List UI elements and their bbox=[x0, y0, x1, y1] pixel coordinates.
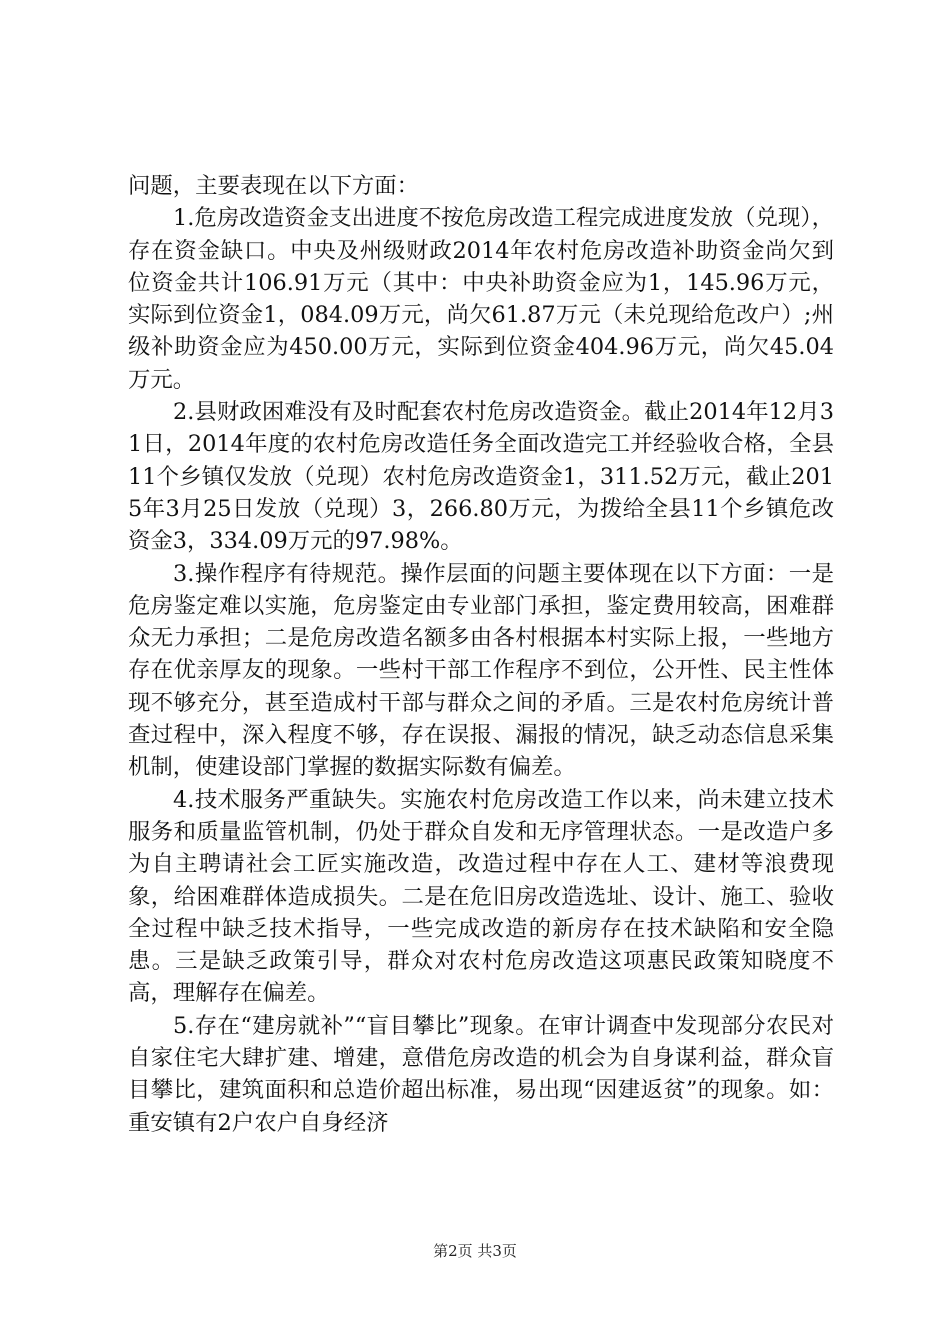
paragraph-item-5: 5.存在“建房就补”“盲目攀比”现象。在审计调查中发现部分农民对自家住宅大肆扩建、增建，意借危房改造的机会为自身谋利益，群众盲目攀比，建筑面积和总造价超出标准，易出现“因建返贫”的现象。如：重安镇有2户农户自身经济 bbox=[128, 1012, 834, 1136]
paragraph-item-3: 3.操作程序有待规范。操作层面的问题主要体现在以下方面：一是危房鉴定难以实施，危房鉴定由专业部门承担，鉴定费用较高，困难群众无力承担；二是危房改造名额多由各村根据本村实际上报，一些地方存在优亲厚友的现象。一些村干部工作程序不到位，公开性、民主性体现不够充分，甚至造成村干部与群众之间的矛盾。三是农村危房统计普查过程中，深入程度不够，存在误报、漏报的情况，缺乏动态信息采集机制，使建设部门掌握的数据实际数有偏差。 bbox=[128, 560, 834, 781]
paragraph-continuation: 问题，主要表现在以下方面： bbox=[128, 173, 420, 199]
page-number-footer: 第2页 共3页 bbox=[433, 1242, 517, 1260]
document-body bbox=[128, 170, 834, 1139]
paragraph-item-1: 1.危房改造资金支出进度不按危房改造工程完成进度发放（兑现），存在资金缺口。中央及州级财政2014年农村危房改造补助资金尚欠到位资金共计106.91万元（其中：中央补助资金应为1，145.96万元，实际到位资金1，084.09万元，尚欠61.87万元（未兑现给危改户）;州级补助资金应为450.00万元，实际到位资金404.96万元，尚欠45.04万元。 bbox=[128, 205, 834, 393]
paragraph-item-2: 2.县财政困难没有及时配套农村危房改造资金。截止2014年12月31日，2014年度的农村危房改造任务全面改造完工并经验收合格，全县11个乡镇仅发放（兑现）农村危房改造资金1，311.52万元，截止2015年3月25日发放（兑现）3，266.80万元，为拨给全县11个乡镇危改资金3，334.09万元的97.98%。 bbox=[128, 399, 834, 555]
paragraph-item-4: 4.技术服务严重缺失。实施农村危房改造工作以来，尚未建立技术服务和质量监管机制，仍处于群众自发和无序管理状态。一是改造户多为自主聘请社会工匠实施改造，改造过程中存在人工、建材等浪费现象，给困难群体造成损失。二是在危旧房改造选址、设计、施工、验收全过程中缺乏技术指导，一些完成改造的新房存在技术缺陷和安全隐患。三是缺乏政策引导，群众对农村危房改造这项惠民政策知晓度不高，理解存在偏差。 bbox=[128, 786, 834, 1007]
